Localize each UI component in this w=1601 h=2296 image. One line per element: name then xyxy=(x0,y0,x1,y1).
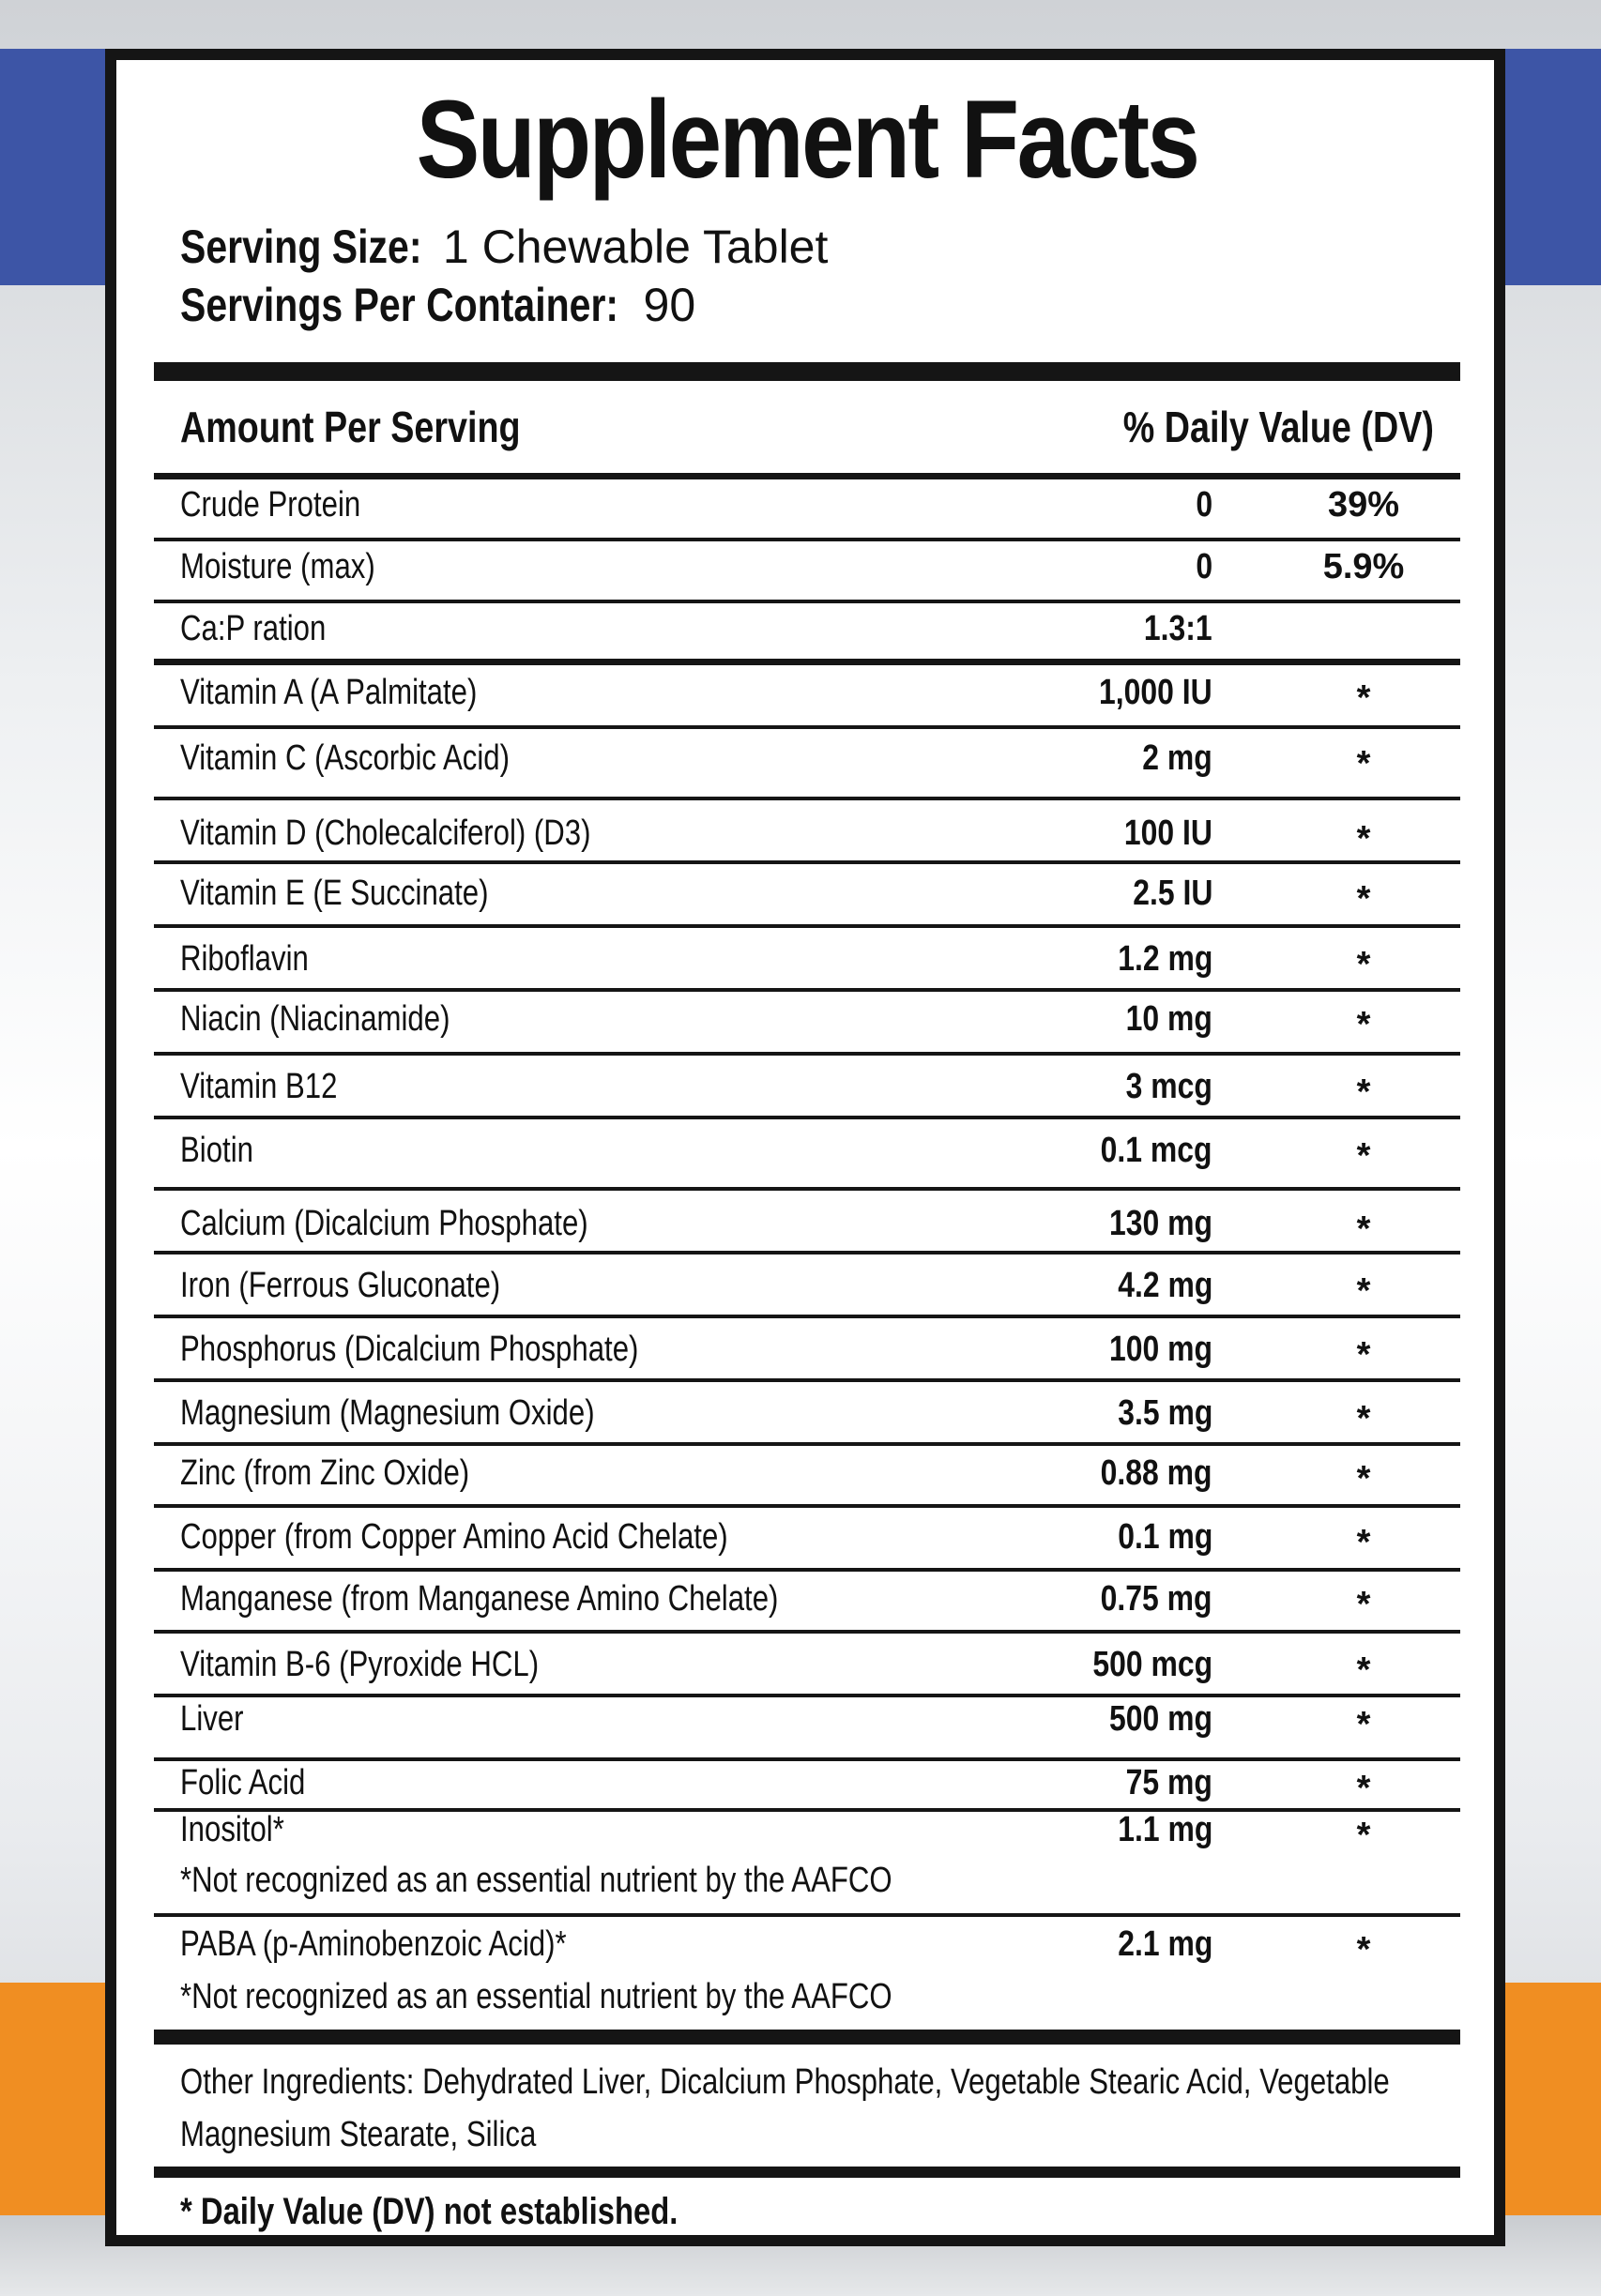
nutrient-name: Liver xyxy=(180,1699,244,1739)
footer-divider xyxy=(154,2167,1460,2178)
nutrient-amount: 3.5 mg xyxy=(1117,1393,1212,1433)
nutrient-amount: 130 mg xyxy=(1108,1204,1212,1243)
table-row xyxy=(154,864,1460,928)
header-amount-per-serving: Amount Per Serving xyxy=(180,403,521,451)
serving-size-label: Serving Size: xyxy=(180,220,422,273)
nutrient-amount: 0.88 mg xyxy=(1101,1453,1212,1493)
nutrient-name: Zinc (from Zinc Oxide) xyxy=(180,1453,470,1493)
nutrient-name: Vitamin B-6 (Pyroxide HCL) xyxy=(180,1645,540,1684)
supplement-facts-panel xyxy=(105,49,1505,2246)
table-row xyxy=(154,1761,1460,1812)
nutrient-daily-value: * xyxy=(1356,1585,1371,1624)
table-row xyxy=(154,1382,1460,1446)
table-row xyxy=(154,1508,1460,1572)
table-row xyxy=(154,603,1460,665)
nutrient-name: Iron (Ferrous Gluconate) xyxy=(180,1266,501,1305)
nutrient-daily-value: * xyxy=(1356,1816,1371,1855)
table-row xyxy=(154,1254,1460,1318)
nutrient-name: Riboflavin xyxy=(180,939,309,979)
nutrient-name: Vitamin E (E Succinate) xyxy=(180,874,489,913)
nutrient-name: Calcium (Dicalcium Phosphate) xyxy=(180,1204,588,1243)
nutrient-daily-value: * xyxy=(1356,1209,1371,1249)
table-row xyxy=(154,479,1460,541)
nutrient-amount: 100 mg xyxy=(1108,1330,1212,1369)
table-row xyxy=(154,1697,1460,1761)
nutrient-daily-value: 39% xyxy=(1327,485,1400,525)
nutrient-name: Magnesium (Magnesium Oxide) xyxy=(180,1393,595,1433)
table-row xyxy=(154,1191,1460,1254)
nutrient-name: Biotin xyxy=(180,1131,253,1170)
nutrient-amount: 0.1 mg xyxy=(1117,1517,1212,1557)
other-ingredients-text: Other Ingredients: Dehydrated Liver, Dicalcium Phosphate, Vegetable Stearic Acid, Vegetable Magnesium Stearate, Silica xyxy=(180,2062,1390,2154)
nutrient-footnote: *Not recognized as an essential nutrient by the AAFCO xyxy=(180,1977,892,2016)
servings-per-container-line xyxy=(180,276,1460,334)
nutrient-daily-value: * xyxy=(1356,744,1371,783)
nutrient-amount: 75 mg xyxy=(1125,1763,1212,1802)
table-header xyxy=(154,381,1460,479)
nutrient-daily-value: * xyxy=(1356,1705,1371,1744)
table-row xyxy=(154,1318,1460,1382)
nutrient-amount: 100 IU xyxy=(1123,813,1212,853)
nutrient-name: Copper (from Copper Amino Acid Chelate) xyxy=(180,1517,728,1557)
nutrient-name: Inositol* xyxy=(180,1810,284,1849)
nutrient-daily-value: * xyxy=(1356,1769,1371,1808)
nutrient-name: Ca:P ration xyxy=(180,609,327,648)
nutrient-daily-value: * xyxy=(1356,678,1371,718)
servings-per-container-value: 90 xyxy=(643,279,696,331)
table-row xyxy=(154,541,1460,603)
nutrient-daily-value: * xyxy=(1356,1072,1371,1112)
nutrient-name: Vitamin C (Ascorbic Acid) xyxy=(180,738,510,778)
serving-size-value: 1 Chewable Tablet xyxy=(442,220,829,273)
serving-size-line xyxy=(180,218,1460,276)
nutrient-amount: 0.1 mcg xyxy=(1101,1131,1212,1170)
nutrient-daily-value: * xyxy=(1356,1523,1371,1562)
nutrient-name: Vitamin A (A Palmitate) xyxy=(180,673,478,712)
nutrient-daily-value: * xyxy=(1356,879,1371,919)
thick-divider xyxy=(154,362,1460,381)
nutrient-amount: 500 mg xyxy=(1108,1699,1212,1739)
nutrient-amount: 0 xyxy=(1196,485,1212,525)
serving-info xyxy=(154,218,1460,334)
table-row xyxy=(154,928,1460,992)
nutrient-daily-value: * xyxy=(1356,1271,1371,1311)
panel-title: Supplement Facts xyxy=(416,78,1198,202)
nutrient-amount: 3 mcg xyxy=(1125,1067,1212,1106)
nutrient-amount: 4.2 mg xyxy=(1117,1266,1212,1305)
nutrient-amount: 0 xyxy=(1196,547,1212,586)
table-row xyxy=(154,1812,1460,1917)
other-ingredients xyxy=(154,2045,1460,2167)
nutrient-daily-value: * xyxy=(1356,1399,1371,1438)
nutrient-daily-value: * xyxy=(1356,945,1371,984)
header-daily-value: % Daily Value (DV) xyxy=(1122,403,1434,451)
nutrient-footnote: *Not recognized as an essential nutrient by the AAFCO xyxy=(180,1861,892,1900)
nutrient-name: Moisture (max) xyxy=(180,547,375,586)
nutrient-amount: 1,000 IU xyxy=(1099,673,1212,712)
nutrient-amount: 2.1 mg xyxy=(1117,1924,1212,1964)
nutrient-daily-value: * xyxy=(1356,1136,1371,1176)
nutrient-daily-value: * xyxy=(1356,1005,1371,1044)
nutrient-daily-value: * xyxy=(1356,1930,1371,1969)
nutrient-name: Vitamin D (Cholecalciferol) (D3) xyxy=(180,813,591,853)
nutrient-name: PABA (p-Aminobenzoic Acid)* xyxy=(180,1924,567,1964)
table-row xyxy=(154,1056,1460,1119)
nutrient-name: Manganese (from Manganese Amino Chelate) xyxy=(180,1579,779,1619)
table-row xyxy=(154,1917,1460,2033)
footer-text: * Daily Value (DV) not established. xyxy=(180,2191,679,2232)
nutrient-name: Phosphorus (Dicalcium Phosphate) xyxy=(180,1330,639,1369)
nutrient-daily-value: * xyxy=(1356,1650,1371,1690)
table-row xyxy=(154,992,1460,1056)
nutrient-amount: 1.3:1 xyxy=(1144,609,1212,648)
nutrient-daily-value: * xyxy=(1356,1459,1371,1498)
table-row xyxy=(154,1572,1460,1634)
servings-per-container-label: Servings Per Container: xyxy=(180,279,619,331)
nutrient-amount: 0.75 mg xyxy=(1101,1579,1212,1619)
nutrient-amount: 1.2 mg xyxy=(1117,939,1212,979)
table-row xyxy=(154,1446,1460,1508)
table-row xyxy=(154,800,1460,864)
table-row xyxy=(154,1634,1460,1697)
nutrient-amount: 1.1 mg xyxy=(1117,1810,1212,1849)
nutrient-amount: 500 mcg xyxy=(1092,1645,1212,1684)
nutrient-name: Folic Acid xyxy=(180,1763,306,1802)
supplement-facts-inner xyxy=(116,60,1494,2235)
nutrient-daily-value: 5.9% xyxy=(1322,547,1405,586)
nutrient-name: Vitamin B12 xyxy=(180,1067,338,1106)
nutrient-amount: 2.5 IU xyxy=(1132,874,1212,913)
nutrient-daily-value: * xyxy=(1356,819,1371,859)
nutrient-amount: 10 mg xyxy=(1125,999,1212,1039)
table-row xyxy=(154,729,1460,800)
nutrient-daily-value: * xyxy=(1356,1335,1371,1375)
footer-note xyxy=(154,2178,1460,2246)
nutrient-name: Niacin (Niacinamide) xyxy=(180,999,450,1039)
mid-divider xyxy=(154,2033,1460,2045)
table-row xyxy=(154,665,1460,729)
table-row xyxy=(154,1119,1460,1191)
nutrient-amount: 2 mg xyxy=(1142,738,1212,778)
nutrient-table xyxy=(154,479,1460,2033)
nutrient-name: Crude Protein xyxy=(180,485,361,525)
